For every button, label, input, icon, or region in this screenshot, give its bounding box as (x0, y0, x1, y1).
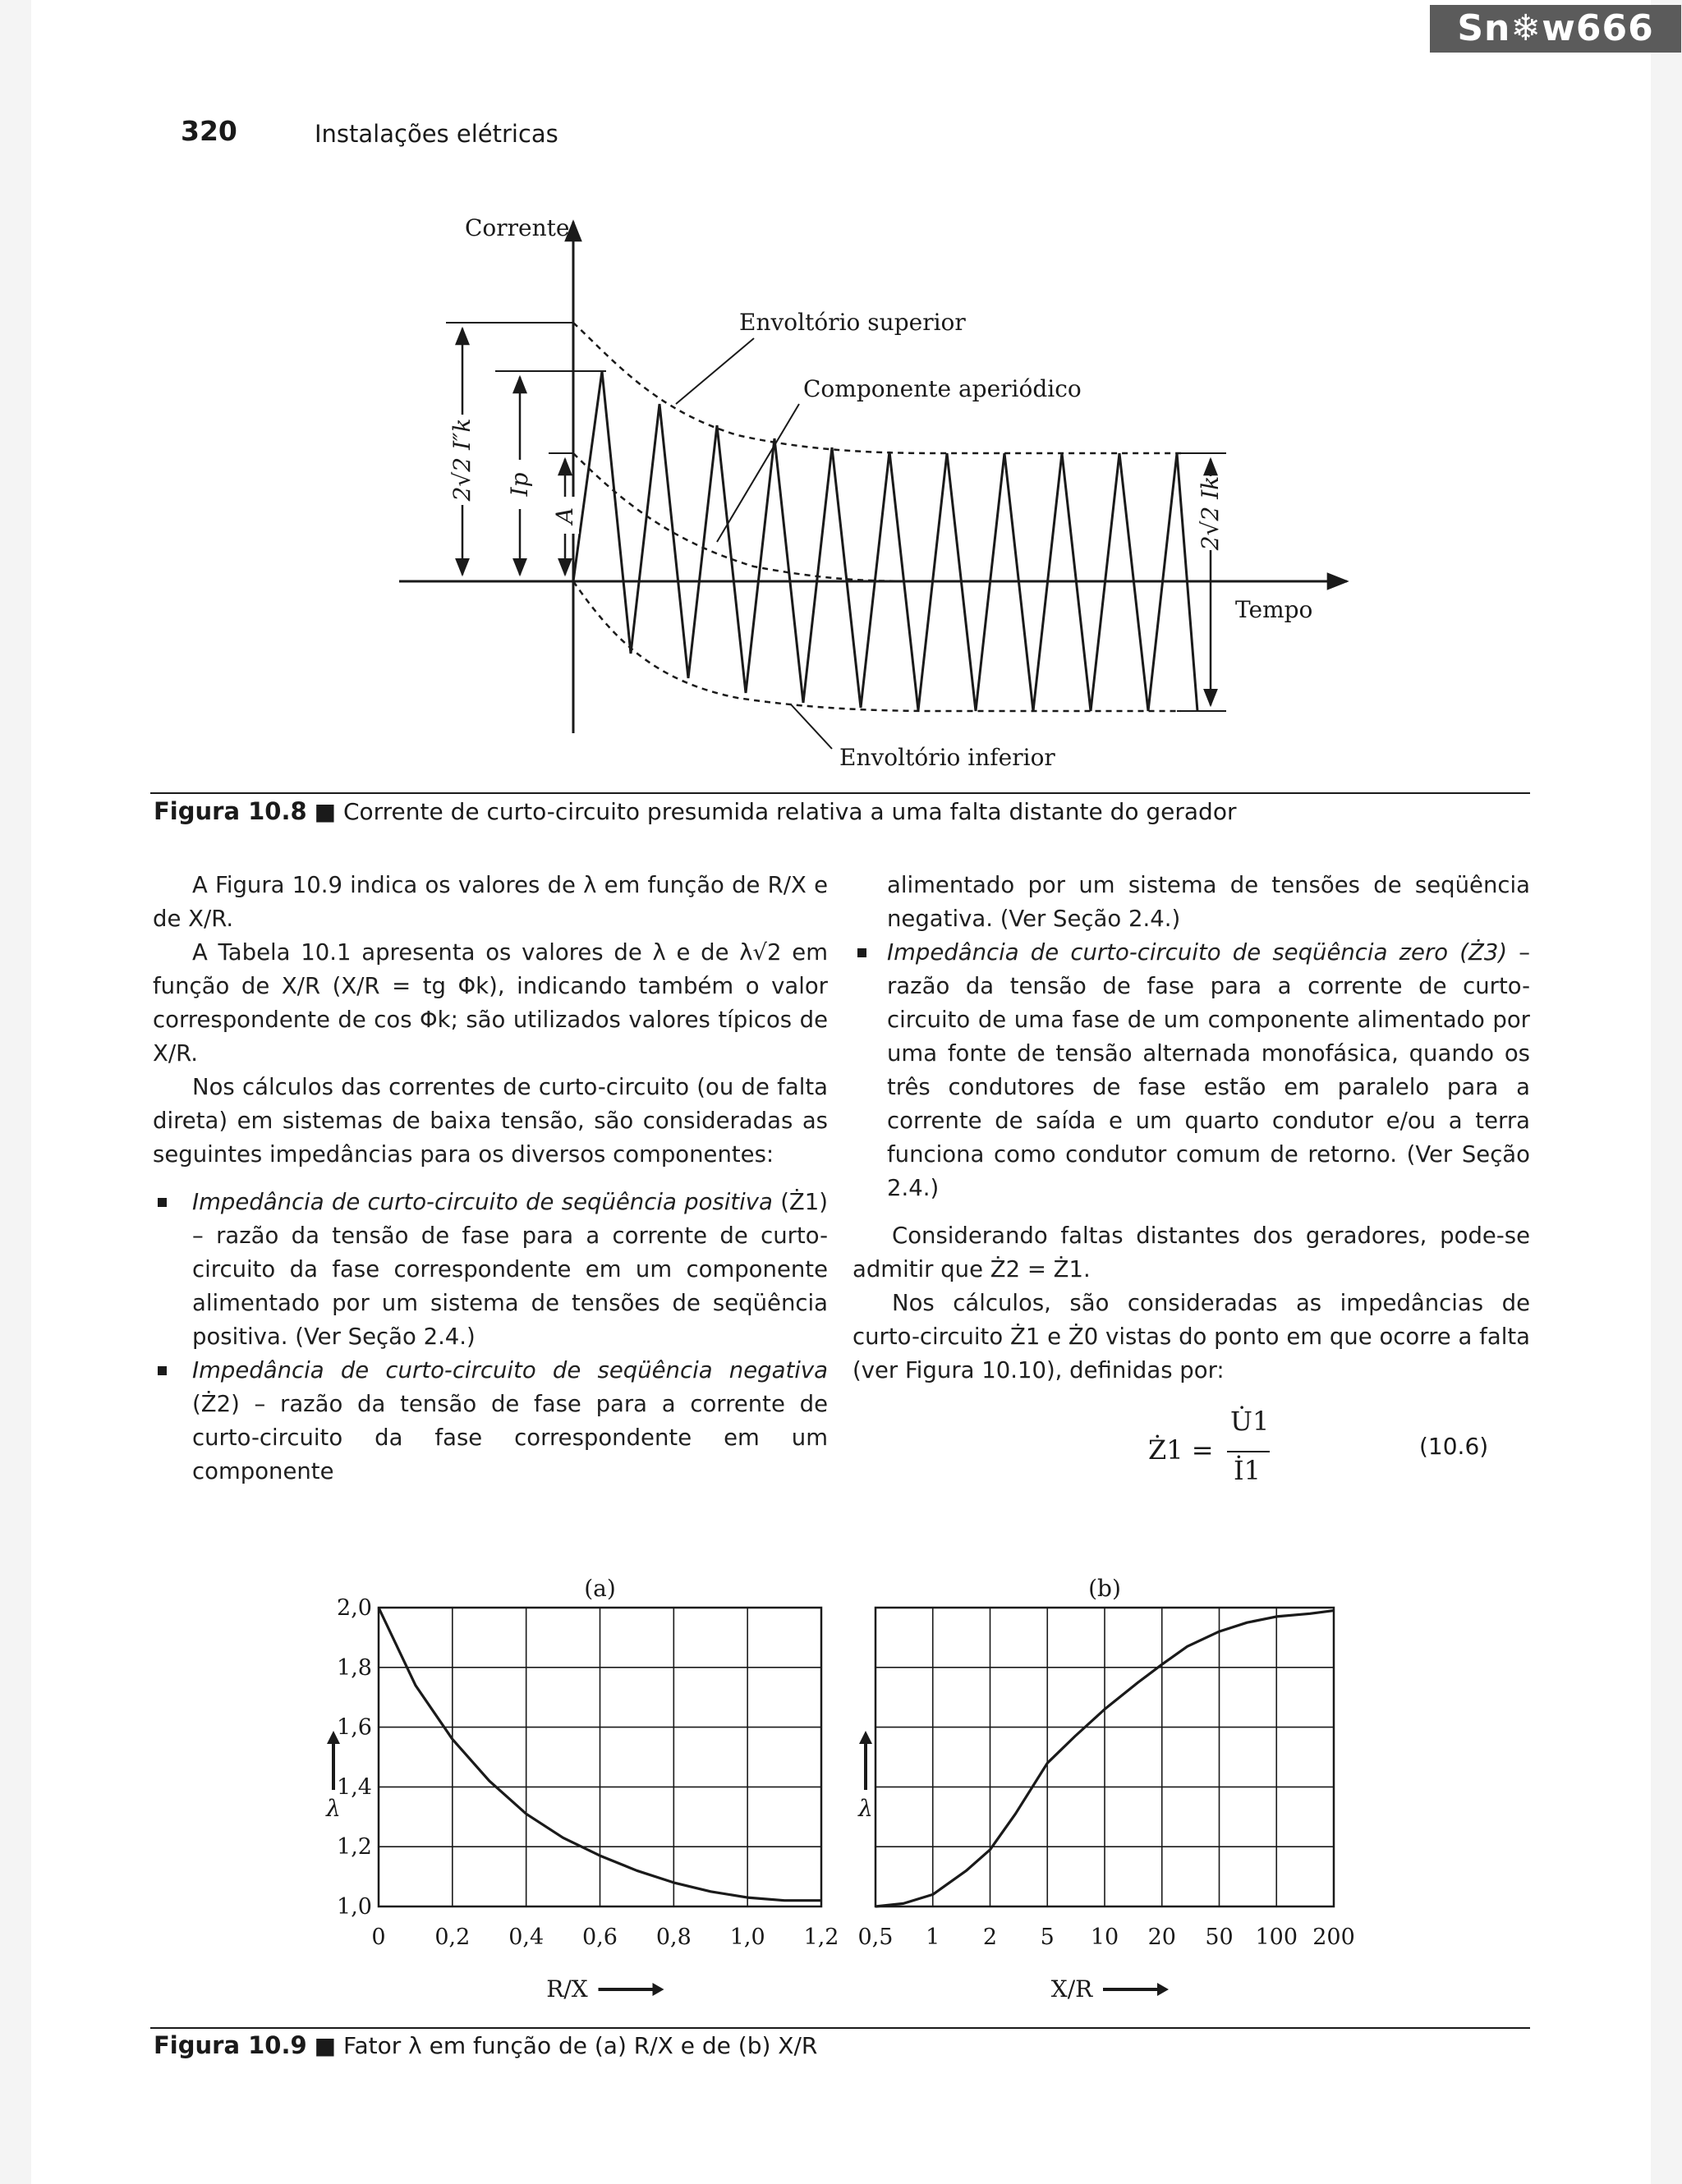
x-tick-label: 1 (926, 1925, 940, 1950)
equation-denominator: İ1 (1234, 1455, 1261, 1486)
y-axis-label: λ (858, 1795, 873, 1822)
x-tick-label: 200 (1312, 1925, 1355, 1950)
x-tick-label: 100 (1255, 1925, 1298, 1950)
x-axis-label: R/X (546, 1975, 588, 2003)
page-number: 320 (181, 115, 237, 147)
list-item-text: (Ż2) – razão da tensão de fase para a corrente de curto-circuito da fase correspondente em um componente (192, 1391, 828, 1484)
paragraph: A Figura 10.9 indica os valores de λ em função de R/X e de X/R. (153, 872, 828, 932)
x-tick-label: 1,0 (729, 1925, 765, 1950)
y-axis-arrowhead-icon (859, 1731, 872, 1744)
x-tick-label: 0,4 (508, 1925, 545, 1950)
panel-title: (b) (1088, 1575, 1121, 1602)
figure-10-9-caption-label: Figura 10.9 (154, 2031, 307, 2059)
label-aperiodic-component: Componente aperiódico (803, 375, 1082, 402)
panel-title: (a) (584, 1575, 616, 1602)
paragraph: Nos cálculos, são consideradas as impedâncias de curto-circuito Ż1 e Ż0 vistas do ponto em que ocorre a falta (ver Figura 10.10), definidas por: (852, 1290, 1530, 1383)
x-tick-label: 10 (1090, 1925, 1119, 1950)
equation-number: (10.6) (1419, 1433, 1489, 1460)
y-axis-label: λ (326, 1795, 341, 1822)
x-tick-label: 0,6 (582, 1925, 618, 1950)
list-item-term: Impedância de curto-circuito de seqüência negativa (192, 1357, 828, 1383)
x-tick-label: 0,2 (434, 1925, 471, 1950)
watermark-logo: Sn❄w666 (1430, 5, 1681, 53)
y-tick-label: 1,4 (337, 1774, 372, 1801)
list-item-text: alimentado por um sistema de tensões de seqüência negativa. (Ver Seção 2.4.) (887, 872, 1530, 932)
list-item-term: Impedância de curto-circuito de seqüência zero (Ż3) (887, 939, 1508, 966)
dim-label-ip: Ip (506, 472, 533, 497)
y-tick-label: 1,6 (337, 1714, 372, 1741)
figure-10-9-caption-text: Fator λ em função de (a) R/X e de (b) X/R (342, 2032, 818, 2059)
x-tick-label: 0 (371, 1925, 386, 1950)
figure-10-9-caption: Figura 10.9 ■ Fator λ em função de (a) R/X e de (b) X/R (154, 2031, 818, 2059)
dim-label-a: A (551, 507, 578, 525)
paragraph: Nos cálculos das correntes de curto-circuito (ou de falta direta) em sistemas de baixa tensão, são consideradas as seguintes impedâncias para os diversos componentes: (153, 1074, 828, 1168)
list-item-text: (Ż1) – razão da tensão de fase para a corrente de curto-circuito da fase correspondente em um componente alimentado por um sistema de tensões de seqüência positiva. (Ver Seção 2.4.) (192, 1189, 828, 1350)
x-tick-label: 1,2 (803, 1925, 839, 1950)
equation-numerator: U̇1 (1230, 1406, 1270, 1437)
list-item-text: – razão da tensão de fase para a corrente de curto-circuito de uma fase de um componente alimentado por uma fonte de tensão alternada monofásica, quando os três condutores de fase estão em paralelo para a corrente de saída e um quarto condutor e/ou a terra funciona como condutor comum de retorno. (Ver Seção 2.4.) (887, 939, 1530, 1201)
book-page (31, 0, 1651, 2184)
label-upper-envelope: Envoltório superior (739, 309, 966, 336)
figure-10-8-caption: Figura 10.8 ■ Corrente de curto-circuito presumida relativa a uma falta distante do gerador (154, 797, 1237, 825)
book-title: Instalações elétricas (315, 120, 558, 148)
x-tick-label: 50 (1205, 1925, 1234, 1950)
y-tick-label: 1,0 (337, 1894, 372, 1920)
figure-10-9-charts (31, 0, 1651, 2184)
paragraph: Considerando faltas distantes dos geradores, pode-se admitir que Ż2 = Ż1. (852, 1223, 1530, 1282)
x-tick-label: 0,8 (655, 1925, 692, 1950)
figure-10-8-caption-label: Figura 10.8 (154, 797, 307, 825)
label-lower-envelope: Envoltório inferior (839, 744, 1055, 771)
x-axis-label: Tempo (1235, 596, 1313, 623)
dim-label-steady: 2√2 Ik (1197, 475, 1224, 551)
y-tick-label: 2,0 (337, 1595, 372, 1621)
dim-label-initial-peak: 2√2 I″k (448, 418, 476, 502)
x-axis-arrowhead-icon (653, 1983, 664, 1996)
x-tick-label: 5 (1040, 1925, 1055, 1950)
x-axis-label: X/R (1050, 1975, 1093, 2003)
paragraph: A Tabela 10.1 apresenta os valores de λ e de λ√2 em função de X/R (X/R = tg Φk), indicando também o valor correspondente de cos Φk; são utilizados valores típicos de X/R. (153, 939, 828, 1067)
x-axis-arrowhead-icon (1157, 1983, 1169, 1996)
y-tick-label: 1,8 (337, 1654, 372, 1681)
list-item-term: Impedância de curto-circuito de seqüência positiva (192, 1189, 773, 1215)
y-tick-label: 1,2 (337, 1834, 372, 1861)
equation-lhs: Ż1 = (1148, 1434, 1214, 1466)
figure-10-9-rule (150, 2027, 1530, 2029)
x-tick-label: 0,5 (857, 1925, 894, 1950)
x-tick-label: 20 (1147, 1925, 1176, 1950)
y-axis-label: Corrente (465, 214, 570, 241)
figure-10-8-caption-text: Corrente de curto-circuito presumida relativa a uma falta distante do gerador (342, 798, 1237, 825)
x-tick-label: 2 (982, 1925, 998, 1950)
